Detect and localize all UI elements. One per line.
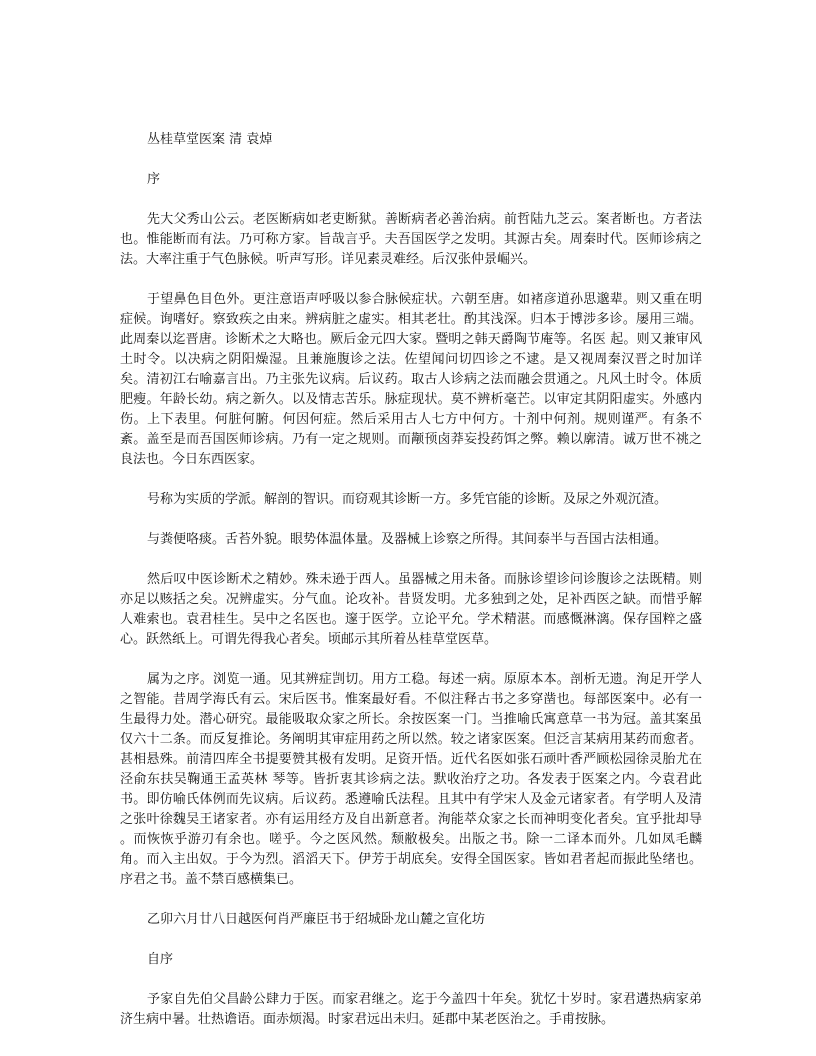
document-title: 丛桂草堂医案 清 袁焯	[147, 132, 273, 147]
paragraph: 属为之序。浏览一通。见其辨症剀切。用方工稳。每述一病。原原本本。剖析无遗。洵足开学人之智能。昔周学海氏有云。宋后医书。惟案最好看。不似注释古书之多穿凿也。每部医案中。必有一生最得力处。潜心研究。最能吸取众家之所长。余按医案一门。当推喻氏寓意草一书为冠。盖其案虽仅六十二条。而反复推论。务阐明其审症用药之所以然。较之诸家医案。但泛言某病用某药而愈者。甚相悬殊。前清四库全书提要赞其极有发明。足资开悟。近代名医如张石顽叶香严顾松园徐灵胎尤在泾俞东扶吴鞠通王孟英林 琴等。皆折衷其诊病之法。默收治疗之功。各发表于医案之内。今袁君此书。即仿喻氏体例而先议病。后议药。悉遵喻氏法程。且其中有学宋人及金元诸家者。有学明人及清之张叶徐魏吴王诸家者。亦有运用经方及自出新意者。洵能萃众家之长而神明变化者矣。宜乎批却导 。而恢恢乎游刃有余也。嗟乎。今之医风然。颓敝极矣。出版之书。除一二译本而外。几如凤毛麟角。而入主出奴。于今为烈。滔滔天下。伊芳于胡底矣。安得全国医家。皆如君者起而振此坠绪也。序君之书。盖不禁百感横集已。	[120, 672, 702, 887]
paragraph: 于望鼻色目色外。更注意语声呼吸以参合脉候症状。六朝至唐。如褚彦道孙思邈辈。则又重在明症候。询嗜好。察致疾之由来。辨病脏之虚实。相其老壮。酌其浅深。归本于博涉多诊。屡用三端。此周秦以迄晋唐。诊断术之大略也。厥后金元四大家。暨明之韩天爵陶节庵等。名医 起。则又兼审风土时令。以决病之阴阳燥湿。且兼施腹诊之法。佐望闻问切四诊之不逮。是又视周秦汉晋之时加详矣。清初江右喻嘉言出。乃主张先议病。后议药。取古人诊病之法而融会贯通之。凡风土时令。体质肥瘦。年龄长幼。病之新久。以及情志苦乐。脉症现状。莫不辨析毫芒。以审定其阴阳虚实。外感内伤。上下表里。何脏何腑。何因何症。然后采用古人七方中何方。十剂中何剂。规则谨严。有条不紊。盖至是而吾国医师诊病。乃有一定之规则。而颟顸卤莽妄投药饵之弊。赖以廓清。诚万世不祧之良法也。今日东西医家。	[120, 292, 702, 467]
paragraph: 予家自先伯父昌龄公肆力于医。而家君继之。迄于今盖四十年矣。犹忆十岁时。家君遘热病家弟济生病中暑。壮热谵语。面赤烦渴。时家君远出未归。延郡中某老医治之。手甫按脉。	[120, 992, 702, 1027]
preface-heading: 序	[147, 172, 161, 187]
paragraph: 然后叹中医诊断术之精妙。殊未逊于西人。虽器械之用未备。而脉诊望诊问诊腹诊之法既精。则亦足以赅括之矣。况辨虚实。分气血。论攻补。昔贤发明。尤多独到之处，足补西医之缺。而惜乎解人难索也。袁君桂生。吴中之名医也。邃于医学。立论平允。学术精湛。而感慨淋漓。保存国粹之盛心。跃然纸上。可谓先得我心者矣。顷邮示其所着丛桂草堂医草。	[120, 572, 702, 647]
paragraph: 先大父秀山公云。老医断病如老吏断狱。善断病者必善治病。前哲陆九芝云。案者断也。方者法也。惟能断而有法。乃可称方家。旨哉言乎。夫吾国医学之发明。其源古矣。周秦时代。医师诊病之法。大率注重于气色脉候。听声写形。详见素灵难经。后汉张仲景崛兴。	[120, 212, 702, 267]
self-preface-heading: 自序	[147, 952, 174, 967]
paragraph: 与粪便咯痰。舌苔外貌。眼势体温体量。及器械上诊察之所得。其间泰半与吾国古法相通。	[147, 532, 668, 547]
document-page	[120, 130, 702, 1050]
preface-colophon: 乙卯六月廿八日越医何肖严廉臣书于绍城卧龙山麓之宣化坊	[147, 912, 486, 927]
paragraph: 号称为实质的学派。解剖的智识。而窃观其诊断一方。多凭官能的诊断。及尿之外观沉渣。	[147, 492, 668, 507]
